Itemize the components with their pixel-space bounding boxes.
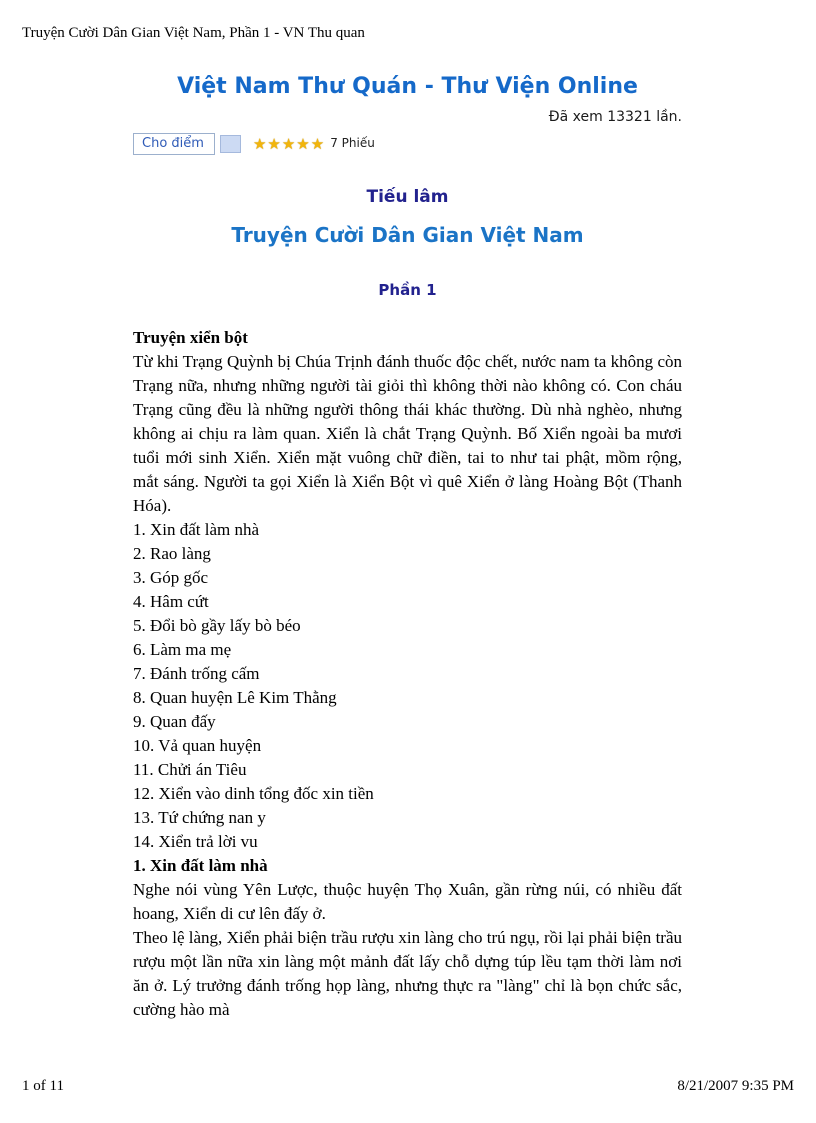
toc-item: 12. Xiển vào dinh tổng đốc xin tiền (133, 784, 374, 803)
toc-item: 10. Vả quan huyện (133, 736, 262, 755)
star-icon[interactable]: ★ (252, 134, 267, 153)
star-icon[interactable]: ★ (310, 134, 325, 153)
votes-label: 7 Phiếu (330, 136, 375, 150)
star-rating[interactable] (253, 136, 325, 152)
rating-select[interactable] (220, 135, 241, 153)
toc-item: 14. Xiển trả lời vu (133, 832, 258, 851)
toc-item: 2. Rao làng (133, 544, 211, 563)
rate-button[interactable]: Cho điểm (133, 133, 215, 155)
section-heading: 1. Xin đất làm nhà (133, 856, 268, 875)
toc-item: 1. Xin đất làm nhà (133, 520, 260, 539)
star-icon[interactable]: ★ (296, 134, 310, 153)
story-paragraph: Nghe nói vùng Yên Lược, thuộc huyện Thọ Xuân, gần rừng núi, có nhiều đất hoang, Xiển di cư lên đấy ở. (133, 880, 682, 923)
page-number: 1 of 11 (22, 1078, 64, 1094)
toc-item: 3. Góp gốc (133, 568, 209, 587)
story-heading: Truyện xiển bột (133, 328, 248, 347)
article-body (133, 326, 682, 1022)
article-part: Phần 1 (378, 281, 437, 299)
document-title-header: Truyện Cười Dân Gian Việt Nam, Phần 1 - VN Thu quan (22, 25, 365, 41)
toc-item: 9. Quan đấy (133, 712, 216, 731)
view-count: Đã xem 13321 lần. (548, 109, 682, 125)
star-icon[interactable]: ★ (267, 134, 281, 153)
page-content (133, 74, 682, 1022)
toc-item: 13. Tứ chứng nan y (133, 808, 266, 827)
toc-item: 5. Đổi bò gầy lấy bò béo (133, 616, 301, 635)
toc-item: 7. Đánh trống cấm (133, 664, 260, 683)
star-icon[interactable]: ★ (281, 134, 296, 153)
toc-item: 11. Chửi án Tiêu (133, 760, 247, 779)
article-title: Truyện Cười Dân Gian Việt Nam (231, 223, 584, 247)
article-category: Tiếu lâm (366, 187, 449, 207)
print-timestamp: 8/21/2007 9:35 PM (677, 1078, 794, 1094)
toc-item: 8. Quan huyện Lê Kim Thằng (133, 688, 337, 707)
story-paragraph: Theo lệ làng, Xiển phải biện trầu rượu xin làng cho trú ngụ, rồi lại phải biện trầu rượu một lần nữa xin làng một mảnh đất lấy chỗ dựng túp lều tạm thời làm nơi ăn ở. Lý trưởng đánh trống họp làng, nhưng thực ra "làng" chỉ là bọn chức sắc, cường hào mà (133, 928, 682, 1019)
rating-row (133, 133, 682, 154)
intro-paragraph: Từ khi Trạng Quỳnh bị Chúa Trịnh đánh thuốc độc chết, nước nam ta không còn Trạng nữa, nhưng những người tài giỏi thì không thời nào không có. Con cháu Trạng cũng đều là những người thông thái khác thường. Dù nhà nghèo, nhưng không ai chịu ra làm quan. Xiển là chắt Trạng Quỳnh. Bố Xiển ngoài ba mươi tuổi mới sinh Xiển. Xiển mặt vuông chữ điền, tai to như tai phật, mồm rộng, mắt sáng. Người ta gọi Xiển là Xiển Bột vì quê Xiển ở làng Hoàng Bột (Thanh Hóa). (133, 352, 682, 515)
site-title: Việt Nam Thư Quán - Thư Viện Online (177, 74, 638, 99)
toc-item: 6. Làm ma mẹ (133, 640, 232, 659)
toc-item: 4. Hâm cứt (133, 592, 209, 611)
